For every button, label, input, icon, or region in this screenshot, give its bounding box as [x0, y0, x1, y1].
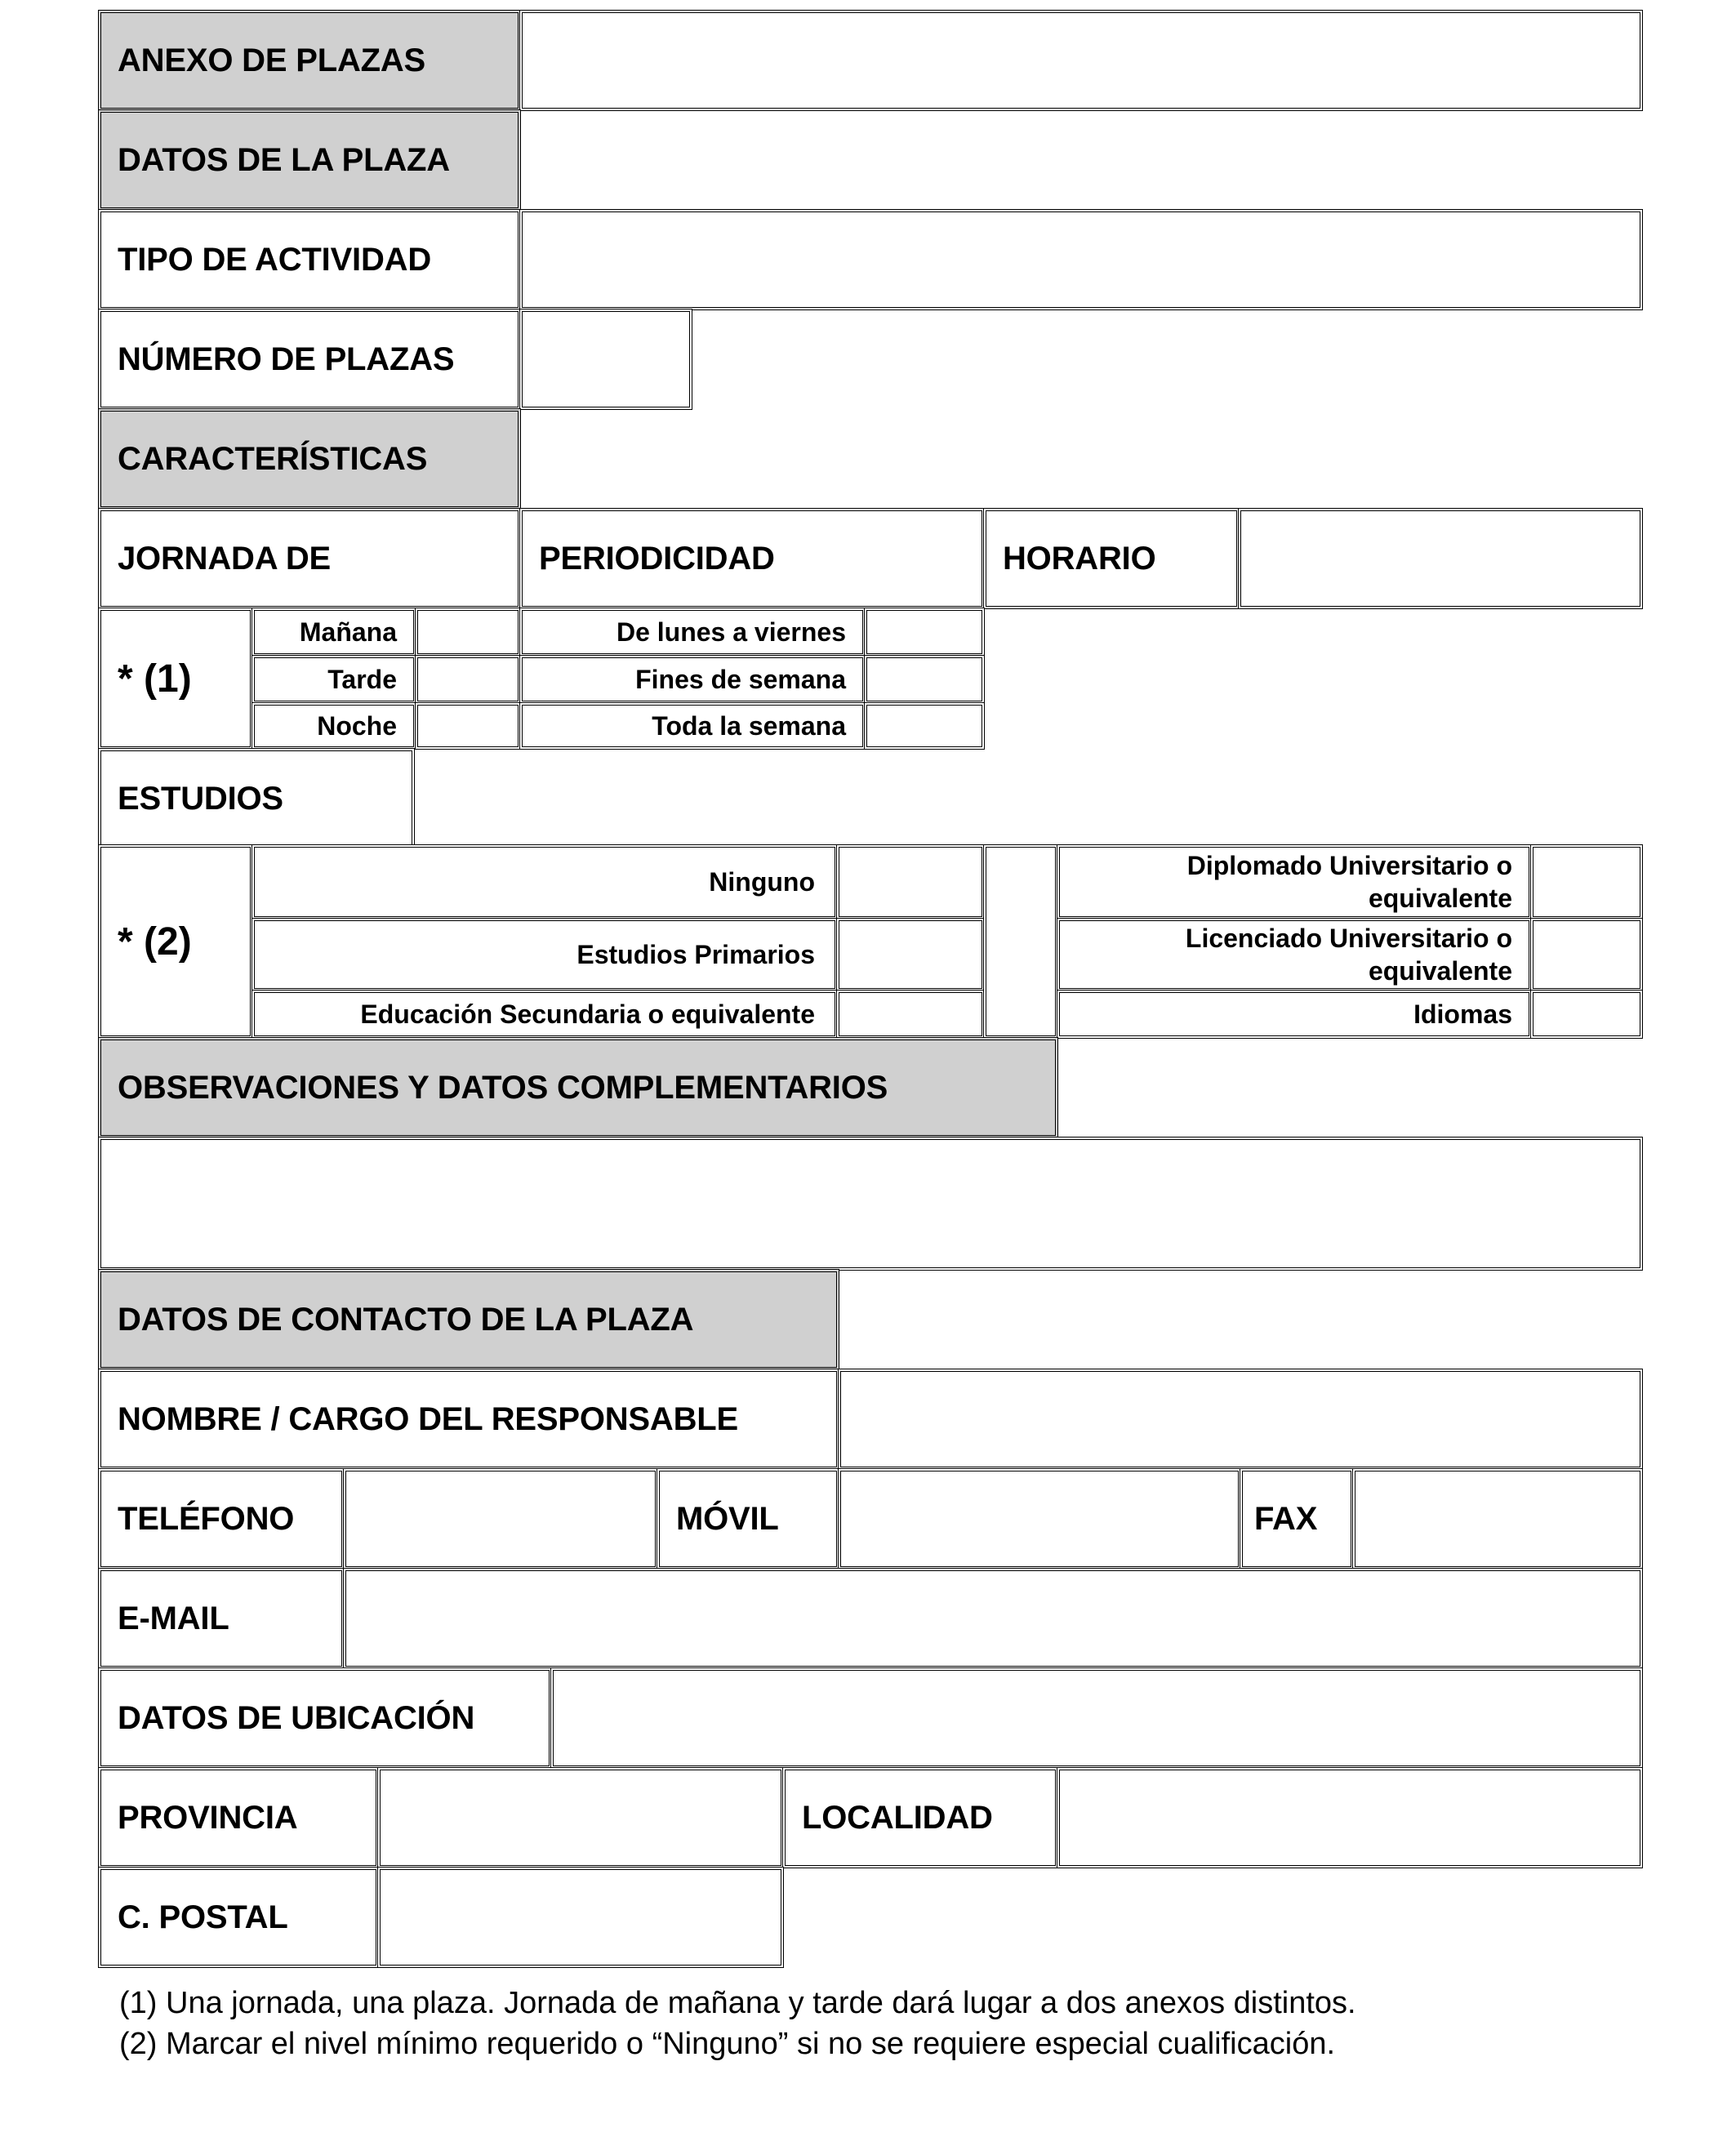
estudios-option-ninguno: Ninguno — [251, 844, 838, 919]
estudios-checkbox-ninguno[interactable] — [836, 844, 985, 919]
estudios-checkbox-primarios[interactable] — [836, 918, 985, 991]
cpostal-label: C. POSTAL — [98, 1867, 379, 1968]
note2-marker: * (2) — [98, 844, 253, 1039]
email-label: E-MAIL — [98, 1568, 345, 1669]
horario-field[interactable] — [1238, 508, 1643, 609]
jornada-checkbox-manana[interactable] — [415, 608, 521, 657]
jornada-option-manana: Mañana — [251, 608, 416, 657]
estudios-option-primarios: Estudios Primarios — [251, 918, 838, 991]
jornada-checkbox-tarde[interactable] — [415, 655, 521, 704]
estudios-option-licenciado: Licenciado Universitario o equivalente — [1057, 918, 1532, 991]
caracteristicas-header: CARACTERÍSTICAS — [98, 408, 521, 510]
observaciones-field[interactable] — [98, 1137, 1643, 1271]
estudios-checkbox-diplomado[interactable] — [1530, 844, 1643, 919]
anexo-field[interactable] — [519, 10, 1643, 111]
jornada-option-tarde: Tarde — [251, 655, 416, 704]
jornada-label: JORNADA DE — [98, 508, 521, 609]
responsable-field[interactable] — [838, 1369, 1643, 1470]
movil-field[interactable] — [838, 1468, 1241, 1569]
numero-plazas-label: NÚMERO DE PLAZAS — [98, 309, 521, 410]
estudios-divider-cell — [983, 844, 1058, 1039]
estudios-option-idiomas: Idiomas — [1057, 990, 1532, 1039]
ubicacion-label: DATOS DE UBICACIÓN — [98, 1667, 552, 1769]
footnote-1: (1) Una jornada, una plaza. Jornada de mañana y tarde dará lugar a dos anexos distintos. — [119, 1986, 1356, 2020]
jornada-checkbox-noche[interactable] — [415, 702, 521, 750]
horario-label: HORARIO — [983, 508, 1240, 609]
periodicidad-label: PERIODICIDAD — [519, 508, 985, 609]
telefono-field[interactable] — [343, 1468, 658, 1569]
estudios-label: ESTUDIOS — [98, 748, 415, 849]
estudios-checkbox-licenciado[interactable] — [1530, 918, 1643, 991]
estudios-option-secundaria: Educación Secundaria o equivalente — [251, 990, 838, 1039]
provincia-label: PROVINCIA — [98, 1767, 379, 1868]
fax-label: FAX — [1240, 1468, 1354, 1569]
anexo-label: ANEXO DE PLAZAS — [98, 10, 521, 111]
observaciones-header: OBSERVACIONES Y DATOS COMPLEMENTARIOS — [98, 1037, 1058, 1138]
periodicidad-option-toda-semana: Toda la semana — [519, 702, 866, 750]
periodicidad-checkbox-lunes-viernes[interactable] — [864, 608, 985, 657]
estudios-checkbox-idiomas[interactable] — [1530, 990, 1643, 1039]
numero-plazas-field[interactable] — [519, 309, 692, 410]
tipo-actividad-label: TIPO DE ACTIVIDAD — [98, 209, 521, 310]
estudios-option-diplomado: Diplomado Universitario o equivalente — [1057, 844, 1532, 919]
note1-marker: * (1) — [98, 608, 253, 750]
periodicidad-option-fines-semana: Fines de semana — [519, 655, 866, 704]
tipo-actividad-field[interactable] — [519, 209, 1643, 310]
estudios-checkbox-secundaria[interactable] — [836, 990, 985, 1039]
contacto-header: DATOS DE CONTACTO DE LA PLAZA — [98, 1269, 839, 1370]
ubicacion-field[interactable] — [550, 1667, 1643, 1769]
cpostal-field[interactable] — [377, 1867, 784, 1968]
provincia-field[interactable] — [377, 1767, 784, 1868]
jornada-option-noche: Noche — [251, 702, 416, 750]
localidad-label: LOCALIDAD — [782, 1767, 1058, 1868]
email-field[interactable] — [343, 1568, 1643, 1669]
fax-field[interactable] — [1352, 1468, 1643, 1569]
responsable-label: NOMBRE / CARGO DEL RESPONSABLE — [98, 1369, 839, 1470]
localidad-field[interactable] — [1057, 1767, 1643, 1868]
datos-plaza-header: DATOS DE LA PLAZA — [98, 109, 521, 211]
periodicidad-checkbox-fines-semana[interactable] — [864, 655, 985, 704]
periodicidad-checkbox-toda-semana[interactable] — [864, 702, 985, 750]
footnote-2: (2) Marcar el nivel mínimo requerido o “Ninguno” si no se requiere especial cualificación. — [119, 2027, 1336, 2061]
movil-label: MÓVIL — [657, 1468, 839, 1569]
periodicidad-option-lunes-viernes: De lunes a viernes — [519, 608, 866, 657]
telefono-label: TELÉFONO — [98, 1468, 345, 1569]
